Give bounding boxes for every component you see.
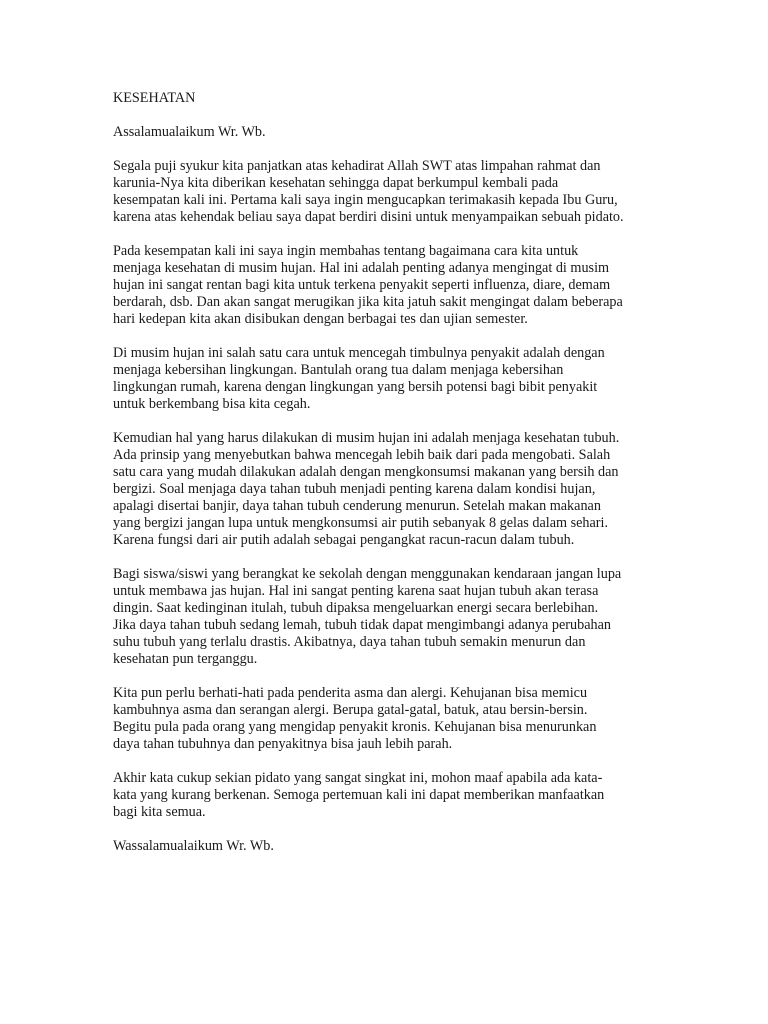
paragraph-line: untuk membawa jas hujan. Hal ini sangat penting karena saat hujan tubuh akan terasa	[113, 583, 599, 599]
paragraph-line: Bagi siswa/siswi yang berangkat ke sekolah dengan menggunakan kendaraan jangan lupa	[113, 566, 622, 582]
paragraph-line: dingin. Saat kedinginan itulah, tubuh dipaksa mengeluarkan energi secara berlebihan.	[113, 600, 599, 616]
paragraph-line: suhu tubuh yang terlalu drastis. Akibatnya, daya tahan tubuh semakin menurun dan	[113, 634, 586, 650]
paragraph-line: Pada kesempatan kali ini saya ingin membahas tentang bagaimana cara kita untuk	[113, 243, 579, 259]
paragraph-line: bergizi. Soal menjaga daya tahan tubuh menjadi penting karena dalam kondisi hujan,	[113, 481, 596, 497]
paragraph-line: bagi kita semua.	[113, 804, 206, 820]
paragraph-line: kesempatan kali ini. Pertama kali saya ingin mengucapkan terimakasih kepada Ibu Guru,	[113, 192, 618, 208]
paragraph-line: hujan ini sangat rentan bagi kita untuk terkena penyakit seperti influenza, diare, demam	[113, 277, 611, 293]
paragraph-line: hari kedepan kita akan disibukan dengan berbagai tes dan ujian semester.	[113, 311, 528, 327]
paragraph-list	[113, 158, 673, 821]
paragraph-line: satu cara yang mudah dilakukan adalah dengan mengkonsumsi makanan yang bersih dan	[113, 464, 619, 480]
paragraph-line: menjaga kebersihan lingkungan. Bantulah orang tua dalam menjaga kebersihan	[113, 362, 564, 378]
paragraph-line: Ada prinsip yang menyebutkan bahwa mencegah lebih baik dari pada mengobati. Salah	[113, 447, 611, 463]
paragraph	[113, 158, 673, 226]
closing-line: Wassalamualaikum Wr. Wb.	[113, 838, 274, 854]
paragraph	[113, 243, 673, 328]
paragraph-line: Akhir kata cukup sekian pidato yang sangat singkat ini, mohon maaf apabila ada kata-	[113, 770, 603, 786]
paragraph-line: apalagi disertai banjir, daya tahan tubuh cenderung menurun. Setelah makan makanan	[113, 498, 601, 514]
paragraph-line: kambuhnya asma dan serangan alergi. Berupa gatal-gatal, batuk, atau bersin-bersin.	[113, 702, 588, 718]
paragraph-line: menjaga kesehatan di musim hujan. Hal ini adalah penting adanya mengingat di musim	[113, 260, 610, 276]
paragraph-line: berdarah, dsb. Dan akan sangat merugikan jika kita jatuh sakit mengingat dalam beberapa	[113, 294, 623, 310]
paragraph-line: yang bergizi jangan lupa untuk mengkonsumsi air putih sebanyak 8 gelas dalam sehari.	[113, 515, 608, 531]
paragraph-line: Kemudian hal yang harus dilakukan di musim hujan ini adalah menjaga kesehatan tubuh.	[113, 430, 620, 446]
paragraph	[113, 770, 673, 821]
paragraph-line: daya tahan tubuhnya dan penyakitnya bisa jauh lebih parah.	[113, 736, 453, 752]
paragraph-line: karunia-Nya kita diberikan kesehatan sehingga dapat berkumpul kembali pada	[113, 175, 559, 191]
paragraph	[113, 430, 673, 549]
paragraph-line: kata yang kurang berkenan. Semoga pertemuan kali ini dapat memberikan manfaatkan	[113, 787, 605, 803]
paragraph-line: Begitu pula pada orang yang mengidap penyakit kronis. Kehujanan bisa menurunkan	[113, 719, 597, 735]
paragraph	[113, 345, 673, 413]
paragraph-line: Jika daya tahan tubuh sedang lemah, tubuh tidak dapat mengimbangi adanya perubahan	[113, 617, 611, 633]
document-title: KESEHATAN	[113, 90, 196, 106]
paragraph-line: kesehatan pun terganggu.	[113, 651, 258, 667]
paragraph-line: lingkungan rumah, karena dengan lingkungan yang bersih potensi bagi bibit penyakit	[113, 379, 598, 395]
paragraph-line: Di musim hujan ini salah satu cara untuk mencegah timbulnya penyakit adalah dengan	[113, 345, 605, 361]
paragraph	[113, 685, 673, 753]
paragraph-line: Kita pun perlu berhati-hati pada penderita asma dan alergi. Kehujanan bisa memicu	[113, 685, 588, 701]
paragraph-line: Segala puji syukur kita panjatkan atas kehadirat Allah SWT atas limpahan rahmat dan	[113, 158, 601, 174]
paragraph	[113, 566, 673, 668]
document-body	[113, 90, 673, 855]
paragraph-line: karena atas kehendak beliau saya dapat berdiri disini untuk menyampaikan sebuah pidato.	[113, 209, 624, 225]
paragraph-line: Karena fungsi dari air putih adalah sebagai pengangkat racun-racun dalam tubuh.	[113, 532, 575, 548]
greeting-line: Assalamualaikum Wr. Wb.	[113, 124, 266, 140]
paragraph-line: untuk berkembang bisa kita cegah.	[113, 396, 311, 412]
